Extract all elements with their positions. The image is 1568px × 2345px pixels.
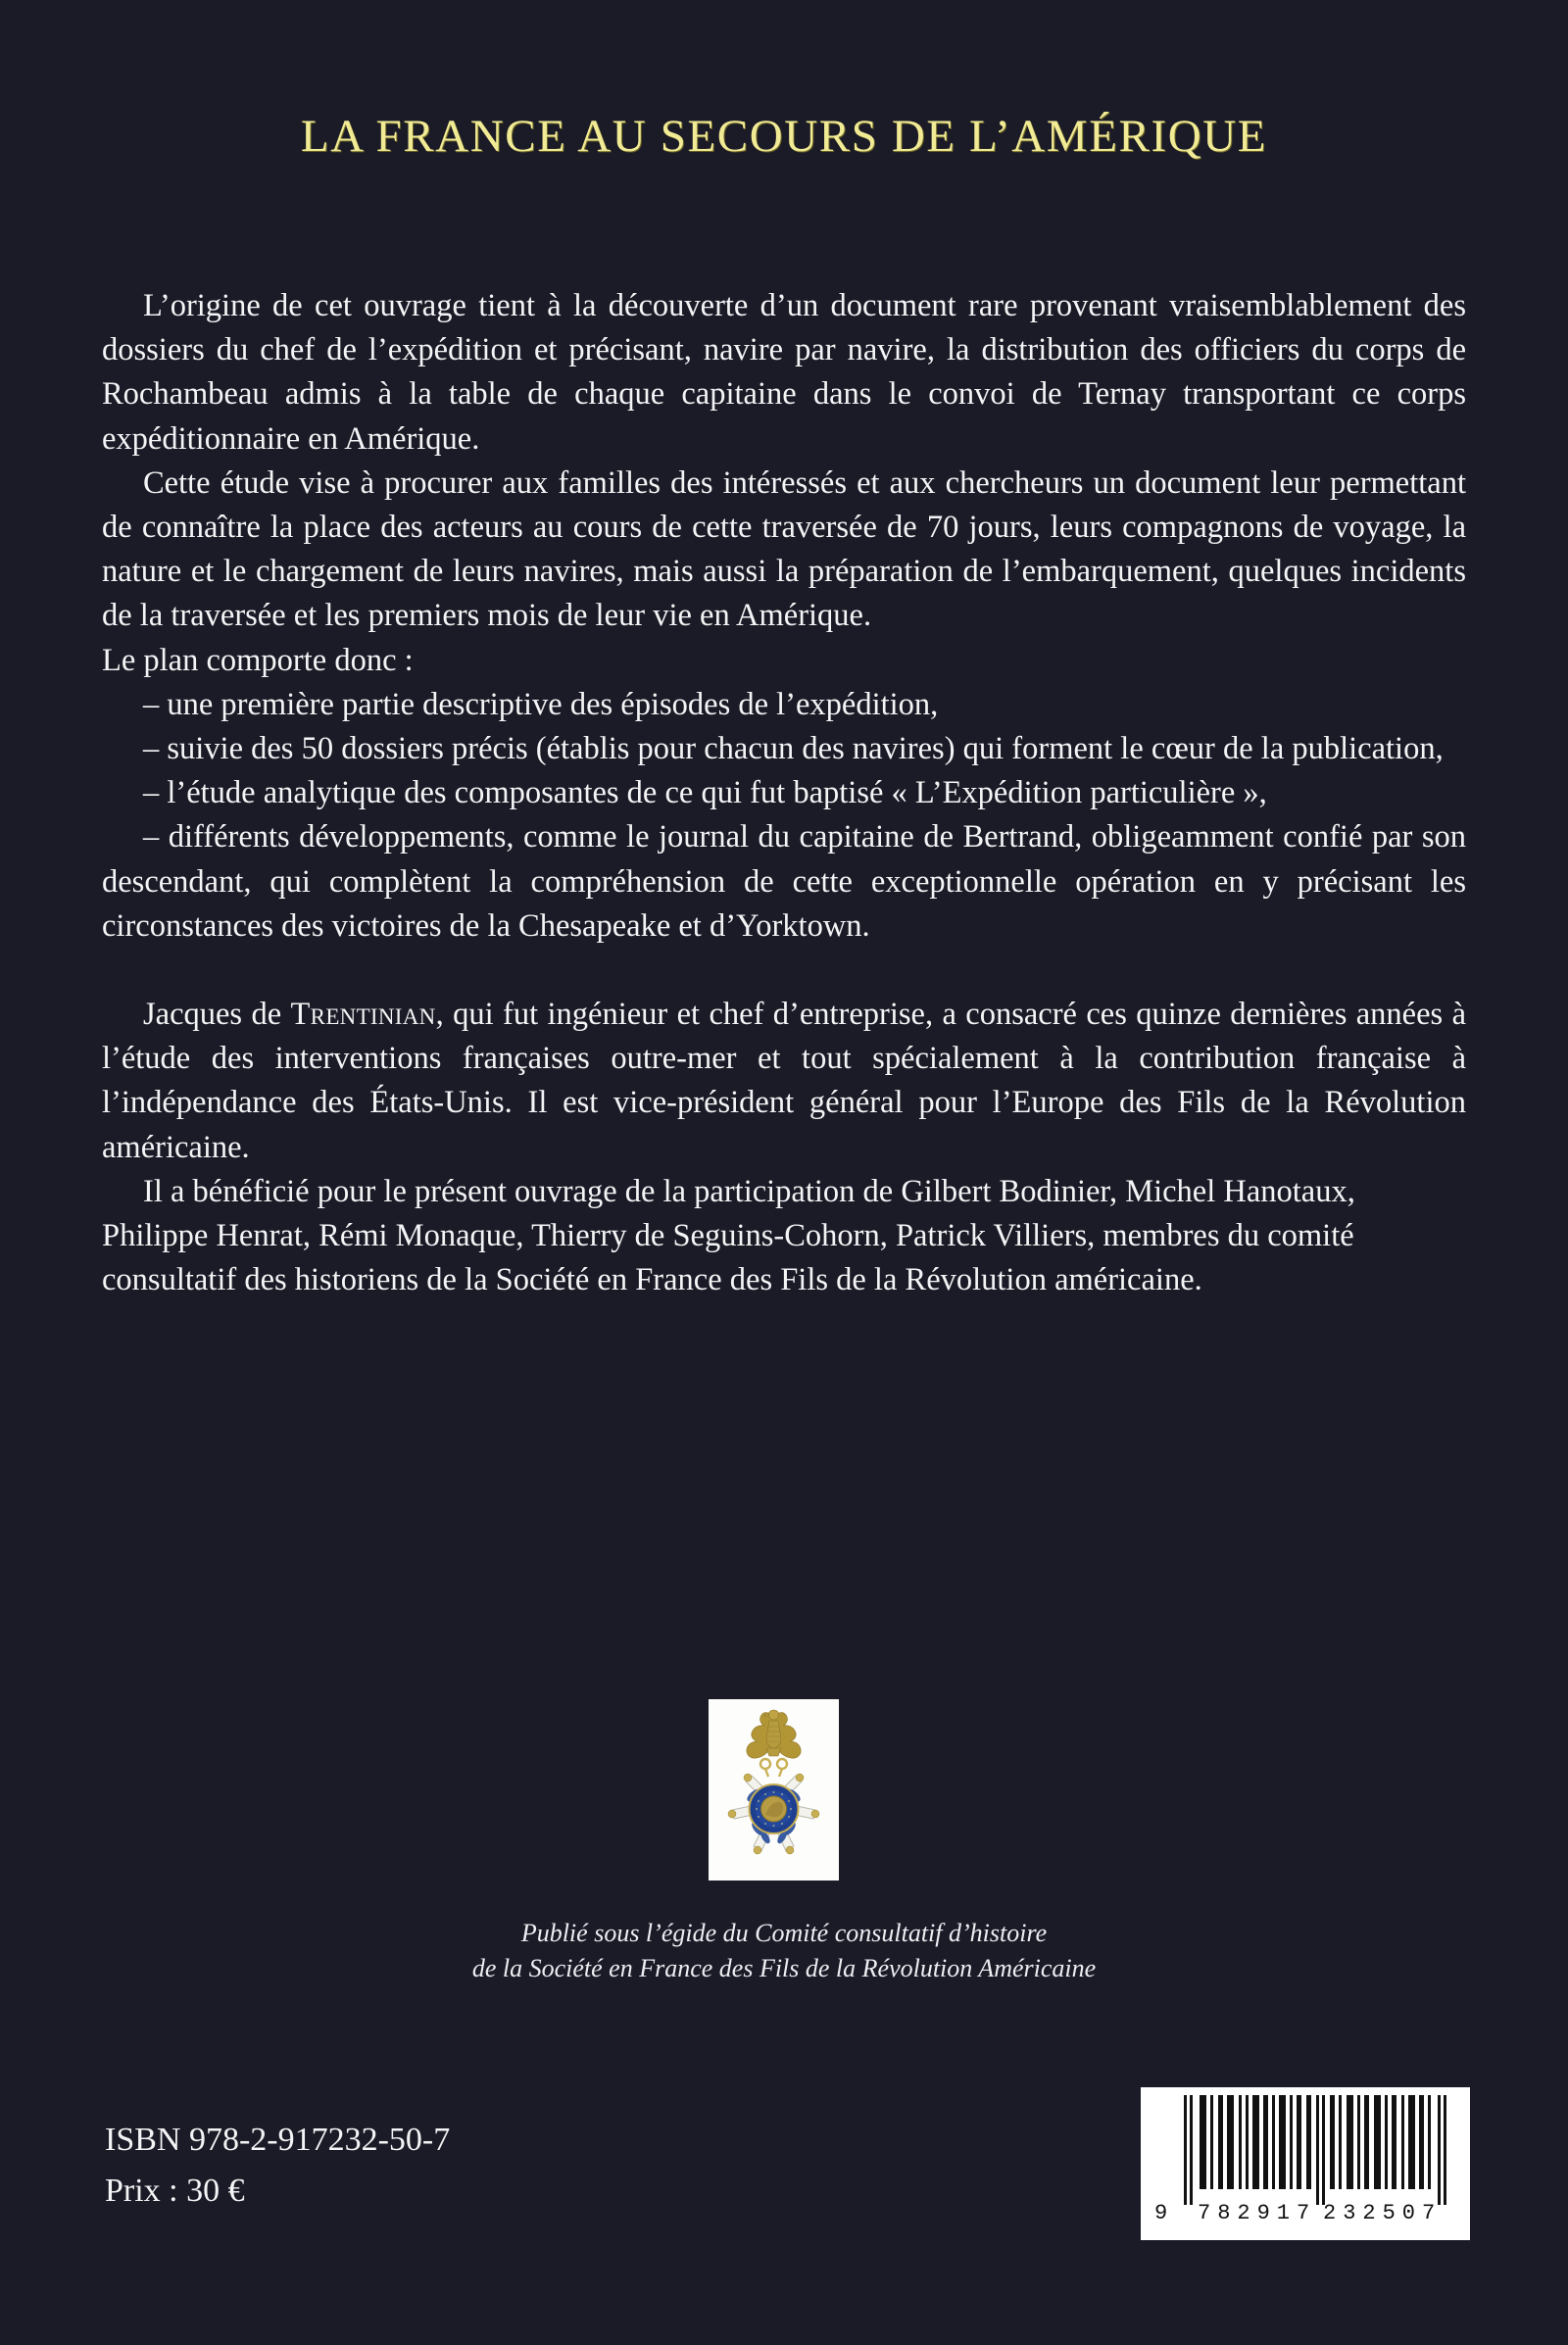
plan-item-3: – l’étude analytique des composantes de ce qui fut baptisé « L’Expédition particulière », bbox=[143, 775, 1267, 811]
paragraph-objectives: Cette étude vise à procurer aux familles des intéressés et aux chercheurs un document leur permettant de connaître la place des acteurs au cours de cette traversée de 70 jours, leurs compagnons de voyage, la nature et le chargement de leurs navires, mais aussi la préparation de l’embarquement, quelques incidents de la traversée et les premiers mois de leur vie en Amérique. bbox=[102, 464, 1466, 634]
barcode-left-group: 782917 bbox=[1198, 2201, 1317, 2225]
society-badge-plate bbox=[709, 1699, 839, 1881]
author-surname: Trentinian bbox=[290, 997, 436, 1033]
blurb-text-block bbox=[102, 284, 1466, 1302]
paragraph-origin: L’origine de cet ouvrage tient à la découverte d’un document rare provenant vraisemblablement des dossiers du chef de l’expédition et précisant, navire par navire, la distribution des officiers du corps de Rochambeau admis à la table de chaque capitaine dans le convoi de Ternay transportant ce corps expéditionnaire en Amérique. bbox=[102, 288, 1466, 457]
caption-line-2: de la Société en France des Fils de la Révolution Américaine bbox=[471, 1954, 1097, 1982]
page-title: LA FRANCE AU SECOURS DE L’AMÉRIQUE bbox=[300, 111, 1268, 162]
isbn-price-block bbox=[105, 2115, 450, 2217]
author-bio-rest: , qui fut ingénieur et chef d’entreprise, a consacré ces quinze dernières années à l’étude des interventions françaises outre-mer et tout spécialement à la contribution française à l’indépendance des États-Unis. Il est vice-président général pour l’Europe des Fils de la Révolution américaine. bbox=[102, 997, 1466, 1165]
author-bio-prefix: Jacques de bbox=[143, 997, 291, 1033]
plan-intro: Le plan comporte donc : bbox=[102, 642, 414, 678]
paragraph-spacer bbox=[102, 949, 1466, 993]
price-text: Prix : 30 € bbox=[105, 2173, 245, 2209]
society-of-the-cincinnati-eagle-icon bbox=[709, 1699, 839, 1881]
paragraph-contributors: Il a bénéficié pour le présent ouvrage de la participation de Gilbert Bodinier, Michel Hanotaux, Philippe Henrat, Rémi Monaque, Thierry de Seguins-Cohorn, Patrick Villiers, membres du comité consultatif des historiens de la Société en France des Fils de la Révolution américaine. bbox=[102, 1173, 1355, 1298]
barcode-right-group: 232507 bbox=[1323, 2201, 1443, 2225]
publication-credit-caption bbox=[0, 1916, 1568, 1986]
plan-item-4: – différents développements, comme le journal du capitaine de Bertrand, obligeamment confié par son descendant, qui complètent la compréhension de cette exceptionnelle opération en y précisant les circonstances des victoires de la Chesapeake et d’Yorktown. bbox=[102, 819, 1466, 944]
barcode-digits bbox=[1154, 2201, 1456, 2234]
plan-item-1: – une première partie descriptive des épisodes de l’expédition, bbox=[143, 686, 939, 722]
plan-item-2: – suivie des 50 dossiers précis (établis pour chacun des navires) qui forment le cœur de la publication, bbox=[143, 731, 1444, 767]
isbn-text: ISBN 978-2-917232-50-7 bbox=[105, 2122, 451, 2158]
barcode-lead-digit: 9 bbox=[1154, 2201, 1168, 2225]
ean13-barcode bbox=[1141, 2087, 1470, 2240]
caption-line-1: Publié sous l’égide du Comité consultatif d’histoire bbox=[520, 1919, 1048, 1947]
paragraph-author-bio bbox=[102, 993, 1466, 1170]
barcode-bars bbox=[1154, 2095, 1456, 2205]
